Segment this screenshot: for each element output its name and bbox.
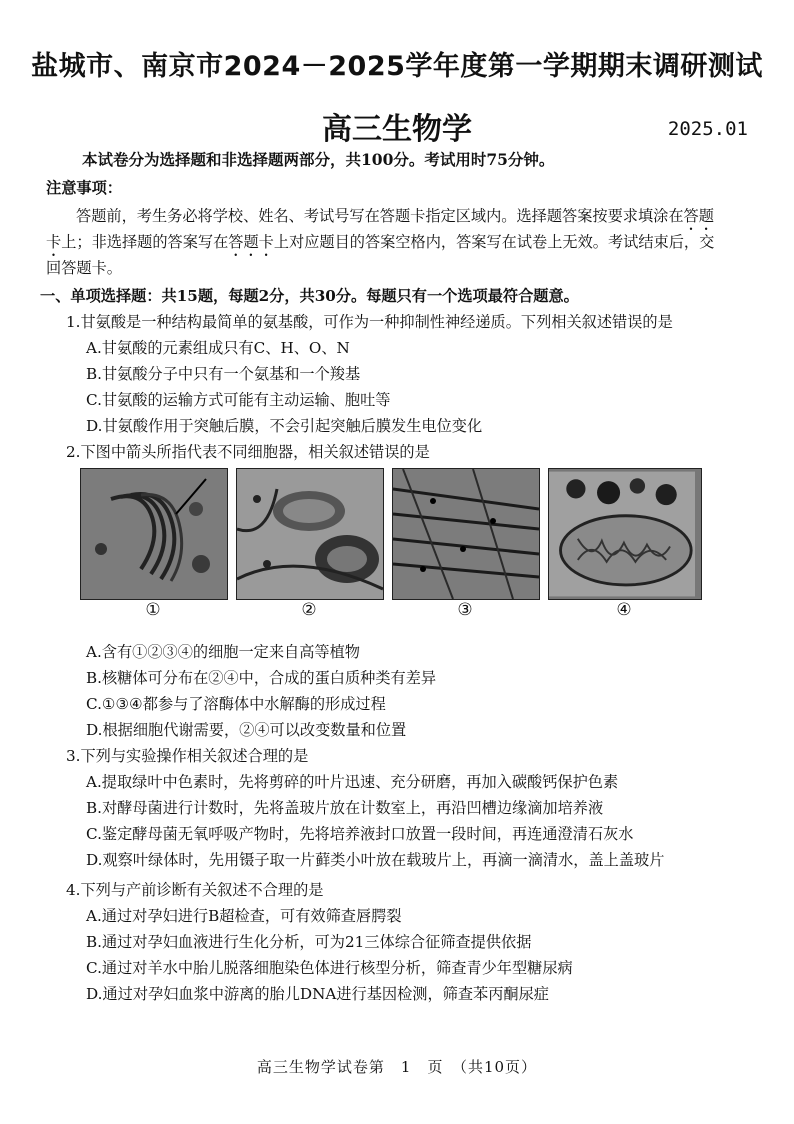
- question-2-option-d: D.根据细胞代谢需要，②④可以改变数量和位置: [86, 721, 407, 739]
- question-3-option-c: C.鉴定酵母菌无氧呼吸产物时，先将培养液封口放置一段时间，再连通澄清石灰水: [86, 825, 634, 843]
- question-3-option-d: D.观察叶绿体时，先用镊子取一片藓类小叶放在载玻片上，再滴一滴清水，盖上盖玻片: [86, 851, 665, 869]
- question-2-option-b: B.核糖体可分布在②④中，合成的蛋白质种类有差异: [86, 669, 437, 687]
- notice-heading: 注意事项：: [46, 179, 122, 197]
- figure-label-2: ②: [301, 600, 317, 620]
- question-4-option-d: D.通过对孕妇血浆中游离的胎儿DNA进行基因检测，筛查苯丙酮尿症: [86, 985, 549, 1003]
- notice-text: 答题前，考生务必将学校、姓名、考试号写在答题卡指定区域内。选择题答案按要求填涂在: [76, 207, 684, 225]
- question-1-option-d: D.甘氨酸作用于突触后膜，不会引起突触后膜发生电位变化: [86, 417, 483, 435]
- notice-text: 上对应题目的答案空格内，答案写在试卷上无效。考试结束后，交: [273, 233, 715, 251]
- question-1-stem: 1.甘氨酸是一种结构最简单的氨基酸，可作为一种抑制性神经递质。下列相关叙述错误的是: [66, 313, 673, 331]
- mitochondrion-micrograph: [549, 469, 695, 599]
- notice-line-1: [76, 206, 714, 234]
- notice-line-3: 回答题卡。: [46, 259, 122, 277]
- notice-emphasis: 卡: [46, 233, 62, 251]
- question-4-option-b: B.通过对孕妇血液进行生化分析，可为21三体综合征筛查提供依据: [86, 933, 532, 951]
- question-1-option-c: C.甘氨酸的运输方式可能有主动运输、胞吐等: [86, 391, 391, 409]
- notice-line-2: [46, 232, 714, 260]
- subject-title: 高三生物学: [322, 112, 472, 147]
- question-1-option-a: A.甘氨酸的元素组成只有C、H、O、N: [86, 339, 350, 357]
- exam-date: 2025.01: [667, 118, 748, 140]
- er-micrograph: [393, 469, 539, 599]
- figure-label-3: ③: [457, 600, 473, 620]
- micrograph-3: [392, 468, 540, 600]
- micrograph-4: [548, 468, 702, 600]
- question-4-stem: 4.下列与产前诊断有关叙述不合理的是: [66, 881, 324, 899]
- micrograph-1: [80, 468, 228, 600]
- question-3-option-a: A.提取绿叶中色素时，先将剪碎的叶片迅速、充分研磨，再加入碳酸钙保护色素: [86, 773, 619, 791]
- question-2-option-c: C.①③④都参与了溶酶体中水解酶的形成过程: [86, 695, 386, 713]
- exam-title: 盐城市、南京市2024－2025学年度第一学期期末调研测试: [31, 51, 763, 82]
- question-3-option-b: B.对酵母菌进行计数时，先将盖玻片放在计数室上，再沿凹槽边缘滴加培养液: [86, 799, 604, 817]
- notice-emphasis: 答题卡: [228, 233, 274, 251]
- page-footer: 高三生物学试卷第 1 页 （共10页）: [256, 1058, 538, 1076]
- question-4-option-a: A.通过对孕妇进行B超检查，可有效筛查唇腭裂: [86, 907, 402, 925]
- question-4-option-c: C.通过对羊水中胎儿脱落细胞染色体进行核型分析，筛查青少年型糖尿病: [86, 959, 573, 977]
- question-2-stem: 2.下图中箭头所指代表不同细胞器，相关叙述错误的是: [66, 443, 430, 461]
- golgi-micrograph: [81, 469, 227, 599]
- figure-label-4: ④: [616, 600, 632, 620]
- micrograph-2: [236, 468, 384, 600]
- question-1-option-b: B.甘氨酸分子中只有一个氨基和一个羧基: [86, 365, 361, 383]
- chloroplast-micrograph: [237, 469, 383, 599]
- section-heading: 一、单项选择题：共15题，每题2分，共30分。每题只有一个选项最符合题意。: [40, 287, 579, 305]
- question-3-stem: 3.下列与实验操作相关叙述合理的是: [66, 747, 309, 765]
- notice-text: 上；非选择题的答案写在: [61, 233, 229, 251]
- exam-intro: 本试卷分为选择题和非选择题两部分，共100分。考试用时75分钟。: [82, 150, 555, 169]
- organelle-figure: [80, 468, 700, 628]
- notice-emphasis: 答题: [683, 207, 714, 225]
- question-2-option-a: A.含有①②③④的细胞一定来自高等植物: [86, 643, 360, 661]
- figure-label-1: ①: [145, 600, 161, 620]
